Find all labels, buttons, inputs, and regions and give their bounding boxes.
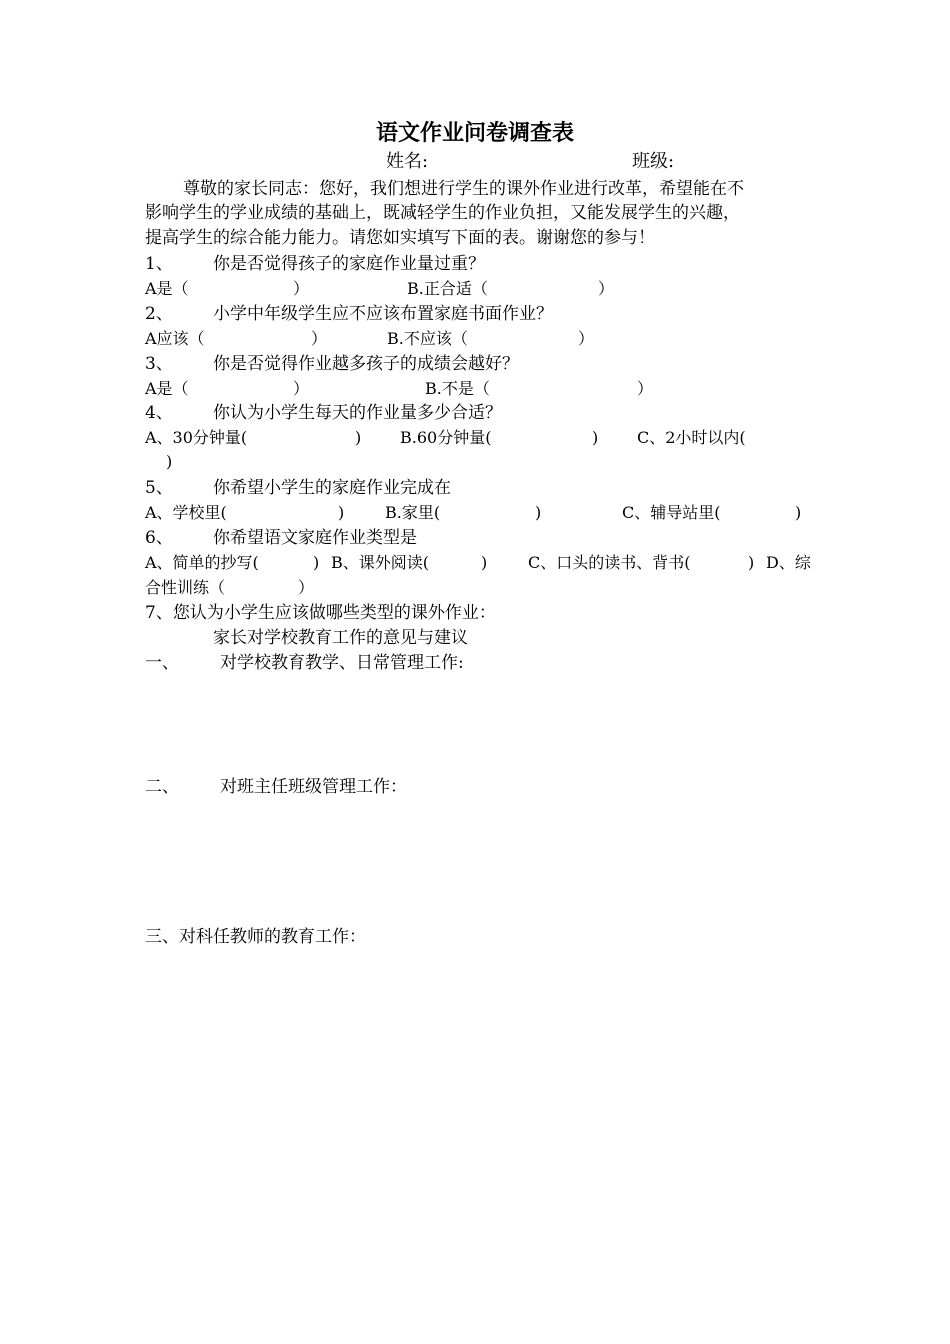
question-1-text: 你是否觉得孩子的家庭作业量过重？ [213,254,485,274]
question-6-text: 你希望语文家庭作业类型是 [213,528,417,548]
q6-option-a-close: ) [313,553,320,572]
name-label: 姓名: [386,151,429,172]
q3-option-a-close: ） [293,379,310,398]
question-3-number: 3、 [145,354,173,374]
q4-option-a-close: ) [355,428,362,447]
q6-option-c: C、口头的读书、背书( [528,553,691,572]
q4-option-c: C、2小时以内( [637,428,746,447]
q4-option-b: B.60分钟量( [400,428,492,447]
q4-option-b-close: ) [592,428,599,447]
question-6-number: 6、 [145,528,173,548]
q5-option-c: C、辅导站里( [622,503,721,522]
question-4-text: 你认为小学生每天的作业量多少合适？ [213,403,502,423]
q5-option-a: A、学校里( [145,503,227,522]
class-label: 班级: [632,151,675,172]
intro-line-2: 影响学生的学业成绩的基础上，既减轻学生的作业负担，又能发展学生的兴趣， [145,203,740,223]
section-3-text: 三、对科任教师的教育工作： [145,927,366,947]
q6-option-a: A、简单的抄写( [145,553,259,572]
q6-option-c-close: ) [748,553,755,572]
q4-option-a: A、30分钟量( [145,428,248,447]
section-2-text: 对班主任班级管理工作： [220,777,407,797]
q1-option-b: B.正合适（ [407,279,488,298]
question-7: 7、您认为小学生应该做哪些类型的课外作业： [145,603,496,623]
q3-option-b-close: ） [637,379,654,398]
question-2-text: 小学中年级学生应不应该布置家庭书面作业？ [213,304,553,324]
question-5-number: 5、 [145,478,173,498]
section-2-number: 二、 [145,777,179,797]
q3-option-a: A是（ [145,379,189,398]
q6-option-b: B、课外阅读( [331,553,430,572]
section-1-text: 对学校教育教学、日常管理工作: [220,653,464,673]
q6-option-d-continued: 合性训练（ [145,578,226,597]
q1-option-a-close: ） [293,279,310,298]
q2-option-a-close: ） [311,329,328,348]
q6-option-b-close: ) [481,553,488,572]
question-3-text: 你是否觉得作业越多孩子的成绩会越好？ [213,354,519,374]
q6-option-d-close: ） [298,578,315,597]
q2-option-b-close: ） [578,329,595,348]
q5-option-b-close: ) [535,503,542,522]
q2-option-b: B.不应该（ [387,329,468,348]
page-title: 语文作业问卷调查表 [375,120,574,146]
q5-option-c-close: ) [795,503,802,522]
question-1-number: 1、 [145,254,173,274]
question-5-text: 你希望小学生的家庭作业完成在 [213,478,451,498]
opinion-section-title: 家长对学校教育工作的意见与建议 [213,628,468,648]
question-2-number: 2、 [145,304,173,324]
q5-option-a-close: ) [338,503,345,522]
q4-option-c-close: ) [166,452,173,471]
q1-option-a: A是（ [145,279,189,298]
q2-option-a: A应该（ [145,329,205,348]
intro-line-1: 尊敬的家长同志：您好，我们想进行学生的课外作业进行改革，希望能在不 [183,179,744,199]
q6-option-d: D、综 [766,553,811,572]
intro-line-3: 提高学生的综合能力能力。请您如实填写下面的表。谢谢您的参与！ [145,228,655,248]
q5-option-b: B.家里( [385,503,441,522]
q1-option-b-close: ） [598,279,615,298]
section-1-number: 一、 [145,653,179,673]
question-4-number: 4、 [145,403,173,423]
q3-option-b: B.不是（ [425,379,490,398]
